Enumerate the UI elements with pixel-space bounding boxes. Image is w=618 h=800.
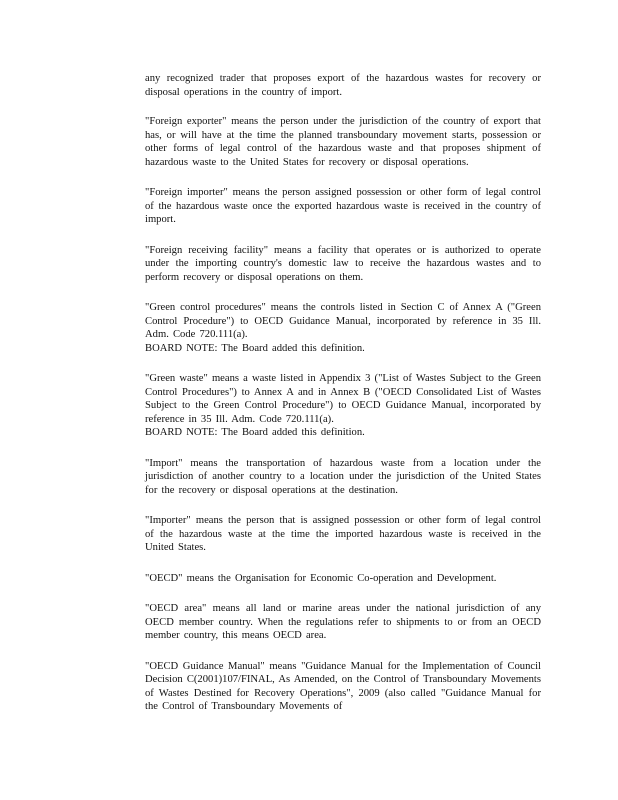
definition-foreign-exporter bbox=[145, 115, 541, 169]
definition-importer bbox=[145, 514, 541, 555]
paragraph-text: "OECD Guidance Manual" means "Guidance Manual for the Implementation of Council Decision C(2001)107/FINAL, As Amended, on the Control of Transboundary Movements of Wastes Destined for Recovery Operations", 2009 (also called "Guidance Manual for the Control of Transboundary Movements of bbox=[145, 660, 541, 712]
paragraph-text: "Green control procedures" means the controls listed in Section C of Annex A ("Green Control Procedure") to OECD Guidance Manual, incorporated by reference in 35 Ill. Adm. Code 720.111(a). bbox=[145, 302, 541, 340]
paragraph-text: "Foreign receiving facility" means a facility that operates or is authorized to operate under the importing country's domestic law to receive the hazardous wastes and to perform recovery or disposal operations on them. bbox=[145, 244, 541, 283]
definition-foreign-receiving-facility bbox=[145, 244, 541, 285]
definition-oecd bbox=[145, 572, 541, 586]
definition-green-waste bbox=[145, 372, 541, 440]
paragraph-trader-continuation bbox=[145, 72, 541, 99]
paragraph-text: "OECD area" means all land or marine areas under the national jurisdiction of any OECD member country. When the regulations refer to shipments to or from an OECD member country, this means OECD area. bbox=[145, 603, 541, 641]
paragraph-text: "Foreign exporter" means the person under the jurisdiction of the country of export that has, or will have at the time the planned transboundary movement starts, possession or other forms of legal control of the hazardous waste and that proposes shipment of hazardous waste to the United States for recovery or disposal operations. bbox=[145, 116, 541, 168]
board-note: BOARD NOTE: The Board added this definition. bbox=[145, 427, 365, 438]
board-note: BOARD NOTE: The Board added this definition. bbox=[145, 342, 365, 354]
definition-oecd-area bbox=[145, 602, 541, 643]
paragraph-text: any recognized trader that proposes export of the hazardous wastes for recovery or disposal operations in the country of import. bbox=[145, 73, 541, 98]
definition-green-control-procedures bbox=[145, 301, 541, 355]
paragraph-text: "OECD" means the Organisation for Economic Co-operation and Development. bbox=[145, 572, 497, 584]
paragraph-text: "Importer" means the person that is assigned possession or other form of legal control of the hazardous waste at the time the imported hazardous waste is received in the United States. bbox=[145, 515, 541, 553]
document-page bbox=[145, 72, 541, 731]
paragraph-text: "Foreign importer" means the person assigned possession or other form of legal control of the hazardous waste once the exported hazardous waste is received in the country of import. bbox=[145, 187, 541, 225]
paragraph-text: "Import" means the transportation of hazardous waste from a location under the jurisdiction of another country to a location under the jurisdiction of the United States for the recovery or disposal operations at the destination. bbox=[145, 457, 541, 496]
definition-import bbox=[145, 457, 541, 498]
paragraph-text: "Green waste" means a waste listed in Appendix 3 ("List of Wastes Subject to the Green Control Procedures") to Annex A and in Annex B ("OECD Consolidated List of Wastes Subject to the Green Control Procedure") to OECD Guidance Manual, incorporated by reference in 35 Ill. Adm. Code 720.111(a). bbox=[145, 373, 541, 425]
definition-oecd-guidance-manual bbox=[145, 660, 541, 714]
definition-foreign-importer bbox=[145, 186, 541, 227]
